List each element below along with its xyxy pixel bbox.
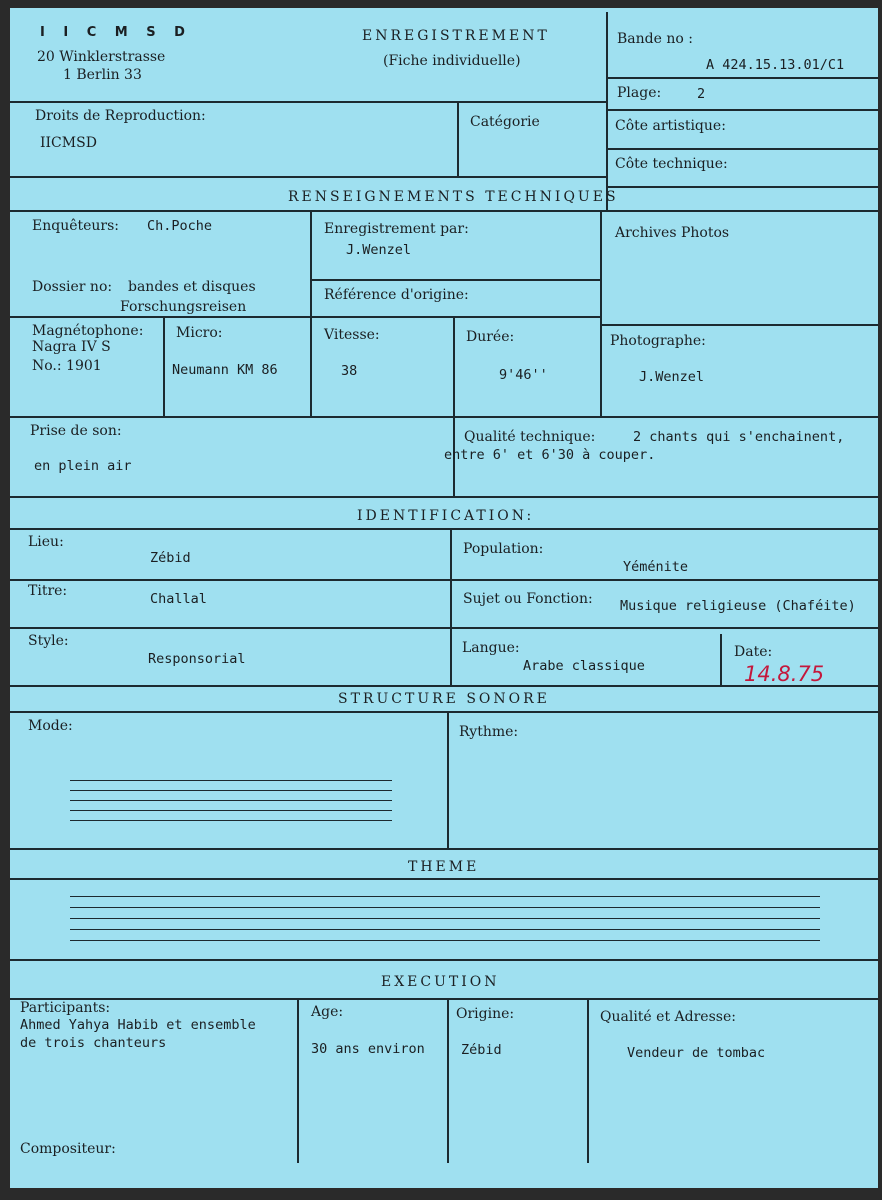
- population-label: Population:: [463, 541, 544, 557]
- dossier-label: Dossier no:: [32, 279, 113, 295]
- origine-label: Origine:: [456, 1006, 515, 1022]
- divider: [457, 101, 459, 176]
- langue-value: Arabe classique: [523, 658, 645, 674]
- archives-label: Archives Photos: [615, 225, 730, 241]
- enregistrement-label: Enregistrement par:: [324, 221, 469, 237]
- qualite-adresse-value: Vendeur de tombac: [627, 1045, 766, 1061]
- vitesse-value: 38: [341, 363, 358, 379]
- date-value-handwritten: 14.8.75: [744, 662, 825, 686]
- divider: [10, 627, 878, 629]
- photographe-label: Photographe:: [610, 333, 706, 349]
- rythme-label: Rythme:: [459, 724, 519, 740]
- titre-label: Titre:: [28, 583, 68, 599]
- divider: [10, 176, 606, 178]
- recording-form-card: [10, 8, 878, 1188]
- divider: [10, 711, 878, 713]
- duree-label: Durée:: [466, 329, 515, 345]
- divider: [10, 878, 878, 880]
- age-value: 30 ans environ: [311, 1041, 425, 1057]
- plage-value: 2: [697, 86, 706, 102]
- enqueteurs-label: Enquêteurs:: [32, 218, 120, 234]
- divider: [310, 279, 600, 281]
- micro-value: Neumann KM 86: [172, 362, 278, 378]
- magnetophone-value: Nagra IV S: [32, 339, 111, 355]
- sujet-value: Musique religieuse (Chaféite): [620, 598, 856, 614]
- style-value: Responsorial: [148, 651, 246, 667]
- divider: [450, 528, 452, 685]
- divider: [163, 316, 165, 416]
- divider: [453, 316, 455, 496]
- sujet-label: Sujet ou Fonction:: [463, 591, 593, 607]
- divider: [10, 959, 878, 961]
- divider: [10, 316, 600, 318]
- compositeur-label: Compositeur:: [20, 1141, 116, 1157]
- magnetophone-no: No.: 1901: [32, 358, 102, 374]
- participants-label: Participants:: [20, 1000, 111, 1016]
- qualite-label: Qualité technique:: [464, 429, 596, 445]
- section-title-structure: STRUCTURE SONORE: [338, 691, 550, 707]
- divider: [10, 528, 878, 530]
- divider: [297, 998, 299, 1163]
- bande-value: A 424.15.13.01/C1: [706, 57, 845, 73]
- qualite-value-1: 2 chants qui s'enchainent,: [633, 429, 845, 445]
- bande-label: Bande no :: [617, 31, 693, 47]
- divider: [600, 210, 602, 416]
- divider: [10, 496, 878, 498]
- enregistrement-value: J.Wenzel: [346, 242, 412, 258]
- divider: [10, 416, 878, 418]
- divider: [10, 848, 878, 850]
- categorie-label: Catégorie: [470, 114, 540, 130]
- micro-label: Micro:: [176, 325, 223, 341]
- participants-value-1: Ahmed Yahya Habib et ensemble: [20, 1017, 256, 1033]
- divider: [720, 634, 722, 685]
- org-name: I I C M S D: [40, 25, 192, 40]
- divider: [606, 109, 878, 111]
- prise-value: en plein air: [34, 458, 132, 474]
- vitesse-label: Vitesse:: [324, 327, 380, 343]
- divider: [10, 998, 878, 1000]
- section-title-technique: RENSEIGNEMENTS TECHNIQUES: [288, 189, 619, 205]
- org-city: 1 Berlin 33: [63, 67, 142, 83]
- cote-artistique-label: Côte artistique:: [615, 118, 726, 134]
- divider: [10, 579, 878, 581]
- org-street: 20 Winklerstrasse: [37, 49, 166, 65]
- divider: [447, 998, 449, 1163]
- section-title-theme: THEME: [408, 859, 480, 875]
- prise-label: Prise de son:: [30, 423, 122, 439]
- form-subtitle: (Fiche individuelle): [383, 53, 521, 69]
- duree-value: 9'46'': [499, 367, 548, 383]
- langue-label: Langue:: [462, 640, 520, 656]
- divider: [447, 711, 449, 848]
- divider: [606, 148, 878, 150]
- participants-value-2: de trois chanteurs: [20, 1035, 167, 1051]
- magnetophone-label: Magnétophone:: [32, 323, 144, 339]
- divider: [310, 210, 312, 416]
- date-label: Date:: [734, 644, 773, 660]
- dossier-value-1: bandes et disques: [128, 279, 256, 295]
- titre-value: Challal: [150, 591, 207, 607]
- style-label: Style:: [28, 633, 69, 649]
- section-title-identification: IDENTIFICATION:: [357, 508, 535, 524]
- section-title-execution: EXECUTION: [381, 974, 500, 990]
- divider: [600, 324, 878, 326]
- origine-value: Zébid: [461, 1042, 502, 1058]
- mode-label: Mode:: [28, 718, 73, 734]
- droits-value: IICMSD: [40, 135, 97, 151]
- dossier-value-2: Forschungsreisen: [120, 299, 247, 315]
- divider: [10, 101, 606, 103]
- theme-staff: [70, 896, 820, 946]
- divider: [606, 186, 878, 188]
- enqueteurs-value: Ch.Poche: [147, 218, 213, 234]
- photographe-value: J.Wenzel: [639, 369, 705, 385]
- divider: [606, 12, 608, 210]
- lieu-label: Lieu:: [28, 534, 64, 550]
- qualite-value-2: entre 6' et 6'30 à couper.: [444, 447, 656, 463]
- divider: [606, 77, 878, 79]
- reference-label: Référence d'origine:: [324, 287, 469, 303]
- mode-staff: [70, 780, 392, 830]
- divider: [10, 210, 878, 212]
- qualite-adresse-label: Qualité et Adresse:: [600, 1009, 736, 1025]
- lieu-value: Zébid: [150, 550, 191, 566]
- divider: [587, 998, 589, 1163]
- plage-label: Plage:: [617, 85, 662, 101]
- cote-technique-label: Côte technique:: [615, 156, 728, 172]
- form-title: ENREGISTREMENT: [362, 28, 550, 44]
- droits-label: Droits de Reproduction:: [35, 108, 206, 124]
- age-label: Age:: [311, 1004, 344, 1020]
- population-value: Yéménite: [623, 559, 689, 575]
